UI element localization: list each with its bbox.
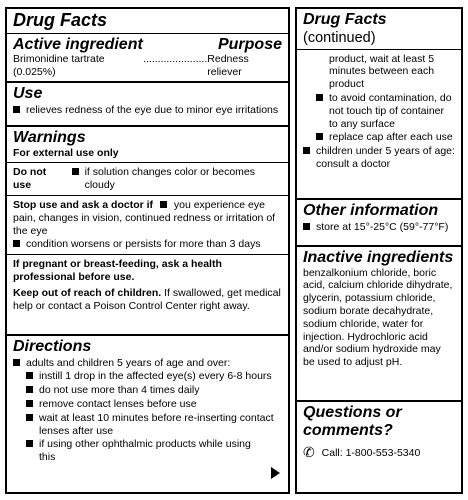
square-bullet-icon [303, 147, 310, 154]
continued-title-text: Drug Facts [303, 11, 387, 28]
active-ingredient-header-row [13, 36, 282, 54]
other-information-section [297, 200, 461, 247]
directions-main-text: adults and children 5 years of age and over: [26, 356, 231, 369]
continued-item-text: to avoid contamination, do not touch tip of container to any surface [329, 91, 452, 130]
other-information-heading: Other information [303, 202, 439, 219]
use-section [7, 83, 288, 127]
keep-out-label: Keep out of reach of children. [13, 286, 162, 299]
keep-out-block [13, 287, 282, 313]
questions-section [297, 402, 461, 464]
stop-use-item-2: condition worsens or persists for more than 3 days [26, 238, 261, 251]
square-bullet-icon [26, 400, 33, 407]
other-information-item [303, 221, 455, 234]
questions-heading: Questions or comments? [303, 404, 402, 439]
purpose-text: Redness reliever [207, 53, 249, 79]
keep-out-text: If swallowed, get medical help or contact a Poison Control Center right away. [13, 286, 281, 312]
square-bullet-icon [316, 133, 323, 140]
square-bullet-icon [13, 240, 20, 247]
use-item [13, 104, 282, 117]
divider [7, 195, 288, 196]
continued-item-3 [303, 145, 455, 171]
inactive-ingredients-heading: Inactive ingredients [303, 249, 454, 266]
square-bullet-icon [26, 372, 33, 379]
inactive-ingredients-text: benzalkonium chloride, boric acid, calcium chloride dihydrate, glycerin, potassium chloride, sodium borate decahydrate, sodium chloride, water for injection. Hydrochloric acid and/or sodium hydroxide may be used to adjust pH. [303, 266, 453, 369]
directions-sub-item-1 [13, 370, 282, 383]
square-bullet-icon [26, 414, 33, 421]
external-use-text: For external use only [13, 146, 119, 159]
drug-facts-header-section [7, 9, 288, 83]
continued-item-2 [303, 131, 455, 144]
active-ingredient-heading: Active ingredient [13, 35, 143, 53]
divider [7, 254, 288, 255]
square-bullet-icon [13, 106, 20, 113]
do-not-use-item: if solution changes color or becomes cloudy [84, 166, 256, 192]
directions-main-item [13, 357, 282, 370]
continued-item-text: children under 5 years of age: consult a doctor [316, 145, 455, 170]
warnings-section [7, 127, 288, 336]
drug-facts-title: Drug Facts [7, 11, 288, 34]
use-heading: Use [13, 84, 43, 102]
directions-sub-item-2 [13, 384, 282, 397]
phone-row [303, 444, 455, 461]
continued-section [297, 9, 461, 200]
directions-sub-text: remove contact lenses before use [39, 397, 197, 410]
drug-facts-left-panel [5, 7, 290, 494]
directions-sub-text: do not use more than 4 times daily [39, 384, 200, 397]
continue-arrow-icon [271, 467, 280, 479]
pregnant-warning: If pregnant or breast-feeding, ask a health professional before use. [13, 258, 222, 283]
continued-title [297, 11, 461, 50]
directions-sub-item-4 [13, 412, 282, 438]
other-information-text: store at 15°-25°C (59°-77°F) [316, 220, 449, 233]
directions-heading: Directions [13, 337, 92, 355]
square-bullet-icon [26, 440, 33, 447]
inactive-ingredients-section [297, 247, 461, 402]
divider [7, 162, 288, 163]
square-bullet-icon [13, 359, 20, 366]
continued-item-text: replace cap after each use [329, 131, 453, 144]
continued-item-1 [303, 92, 455, 130]
directions-sub-item-3 [13, 398, 282, 411]
directions-sub-text: instill 1 drop in the affected eye(s) every 6-8 hours [39, 370, 272, 383]
stop-use-item-2-row [13, 238, 282, 251]
do-not-use-label: Do not use [13, 166, 47, 192]
directions-sub-text: if using other ophthalmic products while using this [39, 438, 251, 464]
square-bullet-icon [316, 94, 323, 101]
warnings-heading: Warnings [13, 128, 86, 146]
use-item-text: relieves redness of the eye due to minor eye irritations [26, 103, 279, 116]
directions-section [7, 336, 288, 485]
phone-number[interactable]: Call: 1-800-553-5340 [321, 447, 421, 460]
drug-facts-right-panel [295, 7, 463, 494]
stop-use-item-1: you experience eye pain, changes in vision, continued redness or irritation of the eye [13, 198, 276, 237]
stop-use-label: Stop use and ask a doctor if [13, 198, 154, 211]
square-bullet-icon [72, 168, 79, 175]
square-bullet-icon [26, 386, 33, 393]
directions-sub-item-5 [13, 438, 282, 464]
active-ingredient-name: Brimonidine tartrate (0.025%) [13, 53, 105, 79]
leader-dots: ...................... [143, 53, 208, 66]
purpose-heading: Purpose [217, 35, 282, 53]
continued-label: (continued) [303, 29, 376, 46]
stop-use-block [13, 199, 282, 237]
phone-icon: ✆ [303, 444, 315, 461]
directions-sub-text: wait at least 10 minutes before re-inserting contact lenses after use [39, 411, 274, 437]
square-bullet-icon [303, 223, 310, 230]
continued-text: product, wait at least 5 minutes between each product [329, 52, 435, 91]
square-bullet-icon [160, 201, 167, 208]
do-not-use-row [13, 166, 282, 192]
active-ingredient-row [13, 53, 282, 79]
